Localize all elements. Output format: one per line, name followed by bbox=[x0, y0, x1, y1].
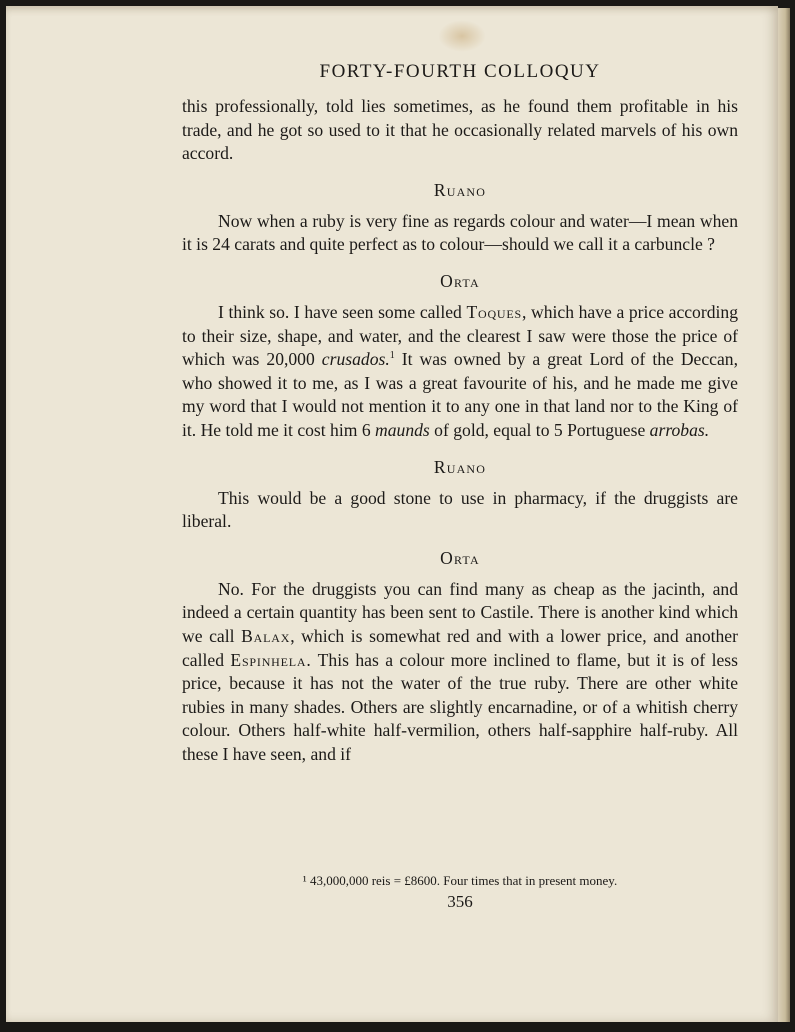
paragraph bbox=[182, 487, 738, 534]
text-run: , which have a price according to their size, shape, and water, and the clearest I saw were those the price of which was 20,000 bbox=[182, 301, 738, 370]
speaker-heading: Orta bbox=[440, 547, 480, 568]
small-caps-term: Balax bbox=[241, 625, 291, 646]
page-number: 356 bbox=[447, 892, 473, 911]
italic-text: maunds bbox=[375, 419, 430, 440]
text-block bbox=[182, 60, 738, 766]
speaker-heading: Ruano bbox=[433, 179, 487, 200]
running-head: FORTY-FOURTH COLLOQUY bbox=[319, 61, 601, 82]
text-run: This would be a good stone to use in pharmacy, if the druggists are liberal. bbox=[182, 487, 738, 532]
text-run: Now when a ruby is very fine as regards colour and water—I mean when it is 24 carats and quite perfect as to colour—should we call it a carbuncle ? bbox=[182, 210, 738, 255]
speaker-heading: Ruano bbox=[433, 456, 487, 477]
text-run: It was owned by a great Lord of the Deccan, who showed it to me, as I was a great favourite of his, and he made me give my word that I would not mention it to any one in that land nor to the King of it. He told me it cost him 6 bbox=[182, 349, 738, 440]
small-caps-term: Toques bbox=[466, 301, 522, 322]
text-run: This has a colour more inclined to flame, but it is of less price, because it has not the water of the true ruby. There are other white rubies in many shades. Others are slightly encarnadine, or of a whitish cherry colour. Others half-white half-vermilion, others half-sapphire half-ruby. All these I have seen, and if bbox=[182, 649, 738, 764]
paragraph bbox=[182, 301, 738, 443]
footnote-reference: 1 bbox=[389, 350, 395, 362]
paragraph bbox=[182, 95, 738, 166]
body-text bbox=[182, 95, 738, 766]
small-caps-term: Espinhela. bbox=[230, 649, 312, 670]
text-run: , which is somewhat red and with a lower price, and another called bbox=[182, 625, 738, 670]
paragraph bbox=[182, 210, 738, 257]
text-run: this professionally, told lies sometimes, as he found them profitable in his trade, and he got so used to it that he occasionally related marvels of his own accord. bbox=[182, 96, 738, 164]
footnote: ¹ 43,000,000 reis = £8600. Four times that in present money. bbox=[302, 873, 618, 888]
speaker-heading: Orta bbox=[440, 270, 480, 291]
text-run: of gold, equal to 5 Portuguese bbox=[429, 419, 650, 440]
text-run: No. For the druggists you can find many as cheap as the jacinth, and indeed a certain quantity has been sent to Castile. There is another kind which we call bbox=[182, 578, 738, 646]
page-edge bbox=[778, 8, 790, 1022]
italic-text: crusados. bbox=[321, 349, 390, 370]
italic-text: arrobas. bbox=[649, 419, 710, 440]
paragraph bbox=[182, 578, 738, 767]
text-run: I think so. I have seen some called bbox=[218, 301, 467, 322]
paper-stain bbox=[438, 20, 486, 52]
